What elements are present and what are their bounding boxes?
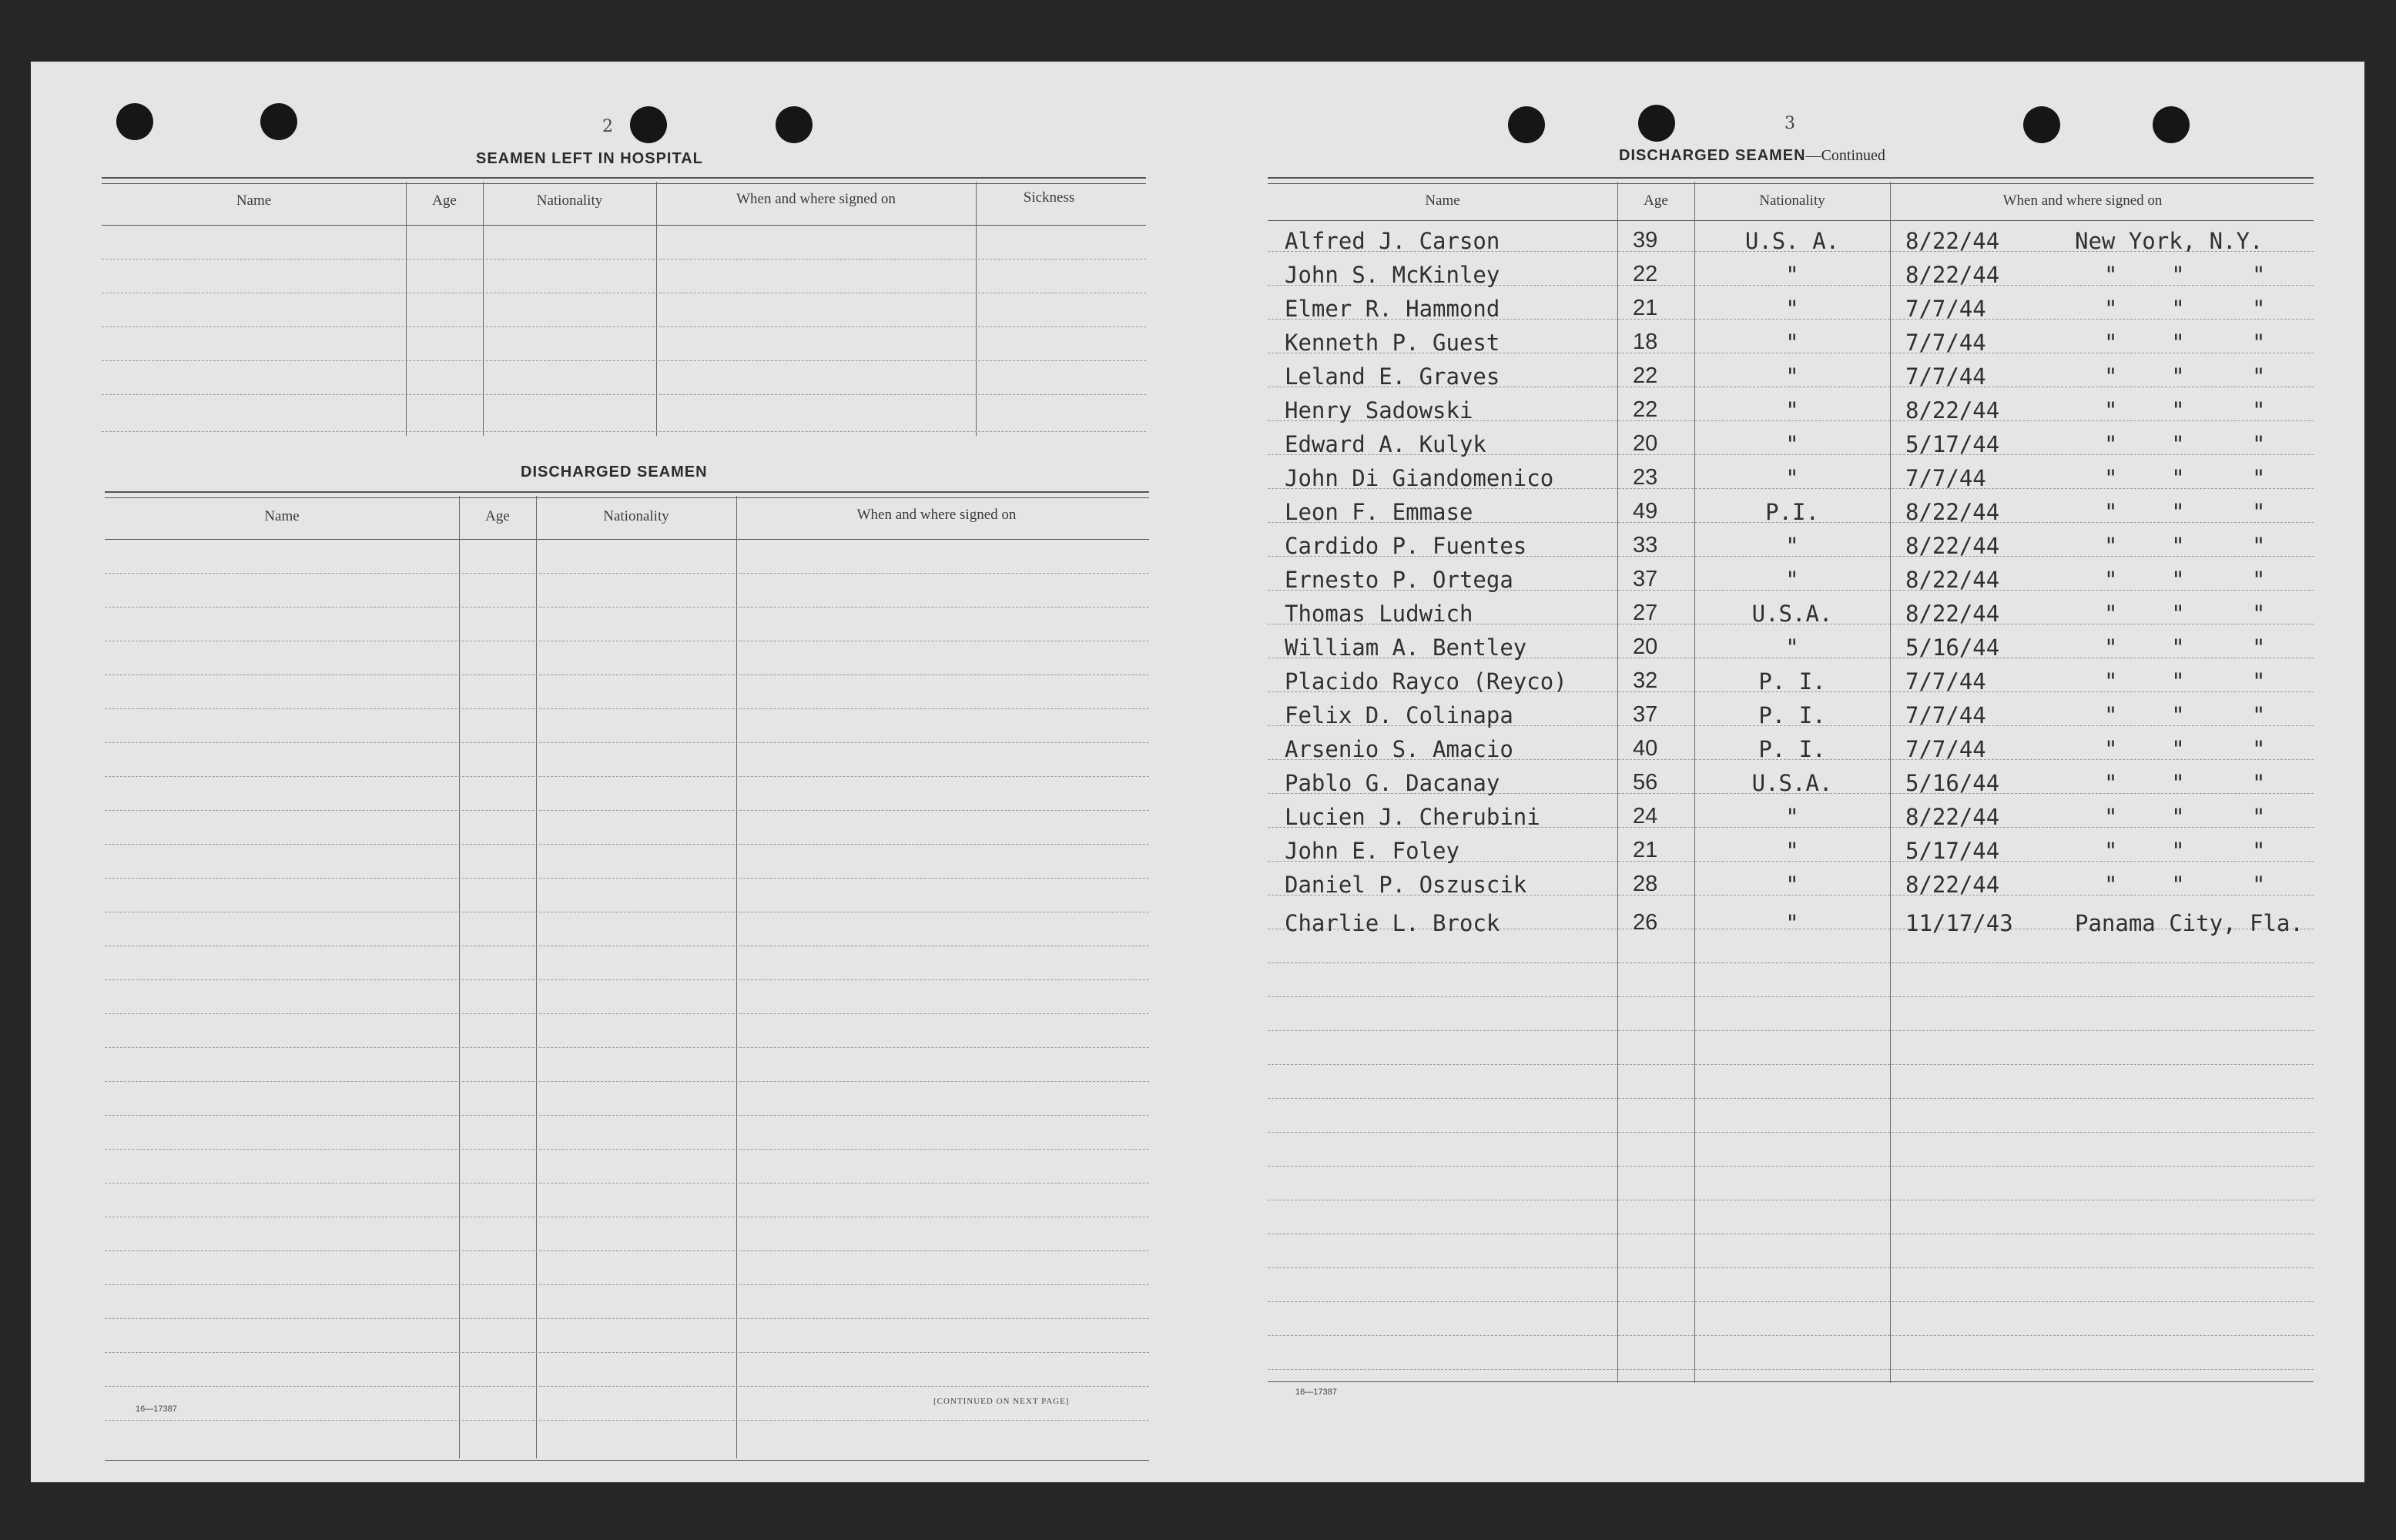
column-header: Nationality [1759, 192, 1825, 209]
signed-on-place: " " " [2104, 567, 2266, 593]
row-rule [105, 1420, 1149, 1421]
signed-on-place: Panama City, Fla. [2075, 910, 2304, 936]
signed-on-place: New York, N.Y. [2075, 228, 2264, 254]
seaman-age: 39 [1633, 228, 1658, 253]
row-rule [1268, 1132, 2314, 1133]
signed-on-date: 7/7/44 [1905, 465, 1986, 491]
seaman-age: 49 [1633, 499, 1658, 524]
signed-on-date: 8/22/44 [1905, 804, 2000, 830]
seaman-nationality: " [1785, 838, 1799, 864]
row-rule [105, 1250, 1149, 1251]
seaman-nationality: " [1785, 431, 1799, 457]
row-rule [105, 1284, 1149, 1285]
signed-on-date: 8/22/44 [1905, 567, 2000, 593]
seaman-name: Edward A. Kulyk [1285, 431, 1486, 457]
seaman-name: John E. Foley [1285, 838, 1459, 864]
seaman-nationality: " [1785, 397, 1799, 424]
seaman-name: Alfred J. Carson [1285, 228, 1500, 254]
continued-note: [CONTINUED ON NEXT PAGE] [933, 1397, 1070, 1406]
signed-on-place: " " " [2104, 668, 2266, 695]
seaman-nationality: U.S. A. [1744, 228, 1840, 254]
column-header: Nationality [536, 192, 603, 209]
seaman-nationality: " [1785, 634, 1799, 661]
seaman-nationality: " [1785, 465, 1799, 491]
row-rule [105, 1013, 1149, 1014]
row-rule [105, 844, 1149, 845]
seaman-age: 37 [1633, 702, 1658, 727]
row-rule [105, 708, 1149, 709]
signed-on-place: " " " [2104, 431, 2266, 457]
seaman-nationality: P. I. [1758, 736, 1826, 762]
row-rule [1268, 1166, 2314, 1167]
seaman-age: 40 [1633, 736, 1658, 761]
seaman-age: 20 [1633, 634, 1658, 659]
signed-on-place: " " " [2104, 465, 2266, 491]
seaman-name: Daniel P. Oszuscik [1285, 872, 1527, 898]
form-number: 16—17387 [136, 1404, 177, 1414]
punch-hole [1508, 106, 1545, 143]
seaman-name: John Di Giandomenico [1285, 465, 1554, 491]
seaman-nationality: " [1785, 533, 1799, 559]
seaman-nationality: " [1785, 330, 1799, 356]
row-rule [1268, 1301, 2314, 1302]
seaman-age: 22 [1633, 262, 1658, 286]
row-rule [105, 878, 1149, 879]
seaman-nationality: P. I. [1758, 668, 1826, 695]
column-header: When and where signed on [736, 191, 896, 207]
row-rule [105, 979, 1149, 980]
signed-on-date: 8/22/44 [1905, 499, 2000, 525]
title-main: DISCHARGED SEAMEN [1619, 147, 1806, 164]
seaman-name: Arsenio S. Amacio [1285, 736, 1513, 762]
seaman-name: Kenneth P. Guest [1285, 330, 1500, 356]
signed-on-place: " " " [2104, 702, 2266, 728]
row-rule [105, 1081, 1149, 1082]
signed-on-place: " " " [2104, 363, 2266, 390]
signed-on-place: " " " [2104, 262, 2266, 288]
row-rule [1268, 1098, 2314, 1099]
row-rule [1268, 1335, 2314, 1336]
seaman-nationality: " [1785, 296, 1799, 322]
form-number: 16—17387 [1295, 1388, 1337, 1397]
signed-on-date: 8/22/44 [1905, 397, 2000, 424]
seaman-nationality: " [1785, 910, 1799, 936]
hospital-form [102, 177, 1146, 439]
signed-on-place: " " " [2104, 770, 2266, 796]
seaman-name: Felix D. Colinapa [1285, 702, 1513, 728]
row-rule [105, 1115, 1149, 1116]
seaman-nationality: P.I. [1765, 499, 1819, 525]
signed-on-place: " " " [2104, 634, 2266, 661]
row-rule [105, 810, 1149, 811]
column-header: When and where signed on [856, 507, 1017, 523]
signed-on-date: 7/7/44 [1905, 296, 1986, 322]
seaman-name: Thomas Ludwich [1285, 601, 1473, 627]
row-rule [105, 776, 1149, 777]
seaman-nationality: " [1785, 804, 1799, 830]
seaman-name: Henry Sadowski [1285, 397, 1473, 424]
seaman-age: 26 [1633, 910, 1658, 935]
seaman-name: Lucien J. Cherubini [1285, 804, 1540, 830]
signed-on-place: " " " [2104, 533, 2266, 559]
signed-on-date: 7/7/44 [1905, 702, 1986, 728]
signed-on-date: 7/7/44 [1905, 736, 1986, 762]
row-rule [105, 1318, 1149, 1319]
seaman-age: 21 [1633, 296, 1658, 320]
row-rule [1268, 1369, 2314, 1370]
seaman-nationality: " [1785, 567, 1799, 593]
signed-on-date: 5/16/44 [1905, 770, 2000, 796]
row-rule [105, 1047, 1149, 1048]
signed-on-date: 5/17/44 [1905, 431, 2000, 457]
row-rule [105, 607, 1149, 608]
seaman-age: 21 [1633, 838, 1658, 862]
seaman-age: 20 [1633, 431, 1658, 456]
seaman-nationality: " [1785, 872, 1799, 898]
row-rule [1268, 1267, 2314, 1268]
column-header: Name [236, 192, 272, 209]
column-header: Name [1425, 192, 1460, 209]
seaman-name: Cardido P. Fuentes [1285, 533, 1527, 559]
row-rule [105, 573, 1149, 574]
punch-hole [630, 106, 667, 143]
signed-on-date: 8/22/44 [1905, 872, 2000, 898]
row-rule [105, 1386, 1149, 1387]
row-rule [1268, 1064, 2314, 1065]
seaman-nationality: " [1785, 262, 1799, 288]
column-header: Age [485, 508, 510, 524]
signed-on-place: " " " [2104, 397, 2266, 424]
signed-on-date: 7/7/44 [1905, 363, 1986, 390]
row-rule [1268, 962, 2314, 963]
seaman-nationality: " [1785, 363, 1799, 390]
seaman-age: 22 [1633, 363, 1658, 388]
seaman-name: Leland E. Graves [1285, 363, 1500, 390]
row-rule [105, 742, 1149, 743]
signed-on-date: 11/17/43 [1905, 910, 2013, 936]
section-title-discharged-continued [1619, 147, 1885, 165]
seaman-name: John S. McKinley [1285, 262, 1500, 288]
seaman-name: William A. Bentley [1285, 634, 1527, 661]
signed-on-place: " " " [2104, 601, 2266, 627]
row-rule [105, 1149, 1149, 1150]
seaman-age: 22 [1633, 397, 1658, 422]
signed-on-date: 5/16/44 [1905, 634, 2000, 661]
page-number: 3 [1784, 114, 1795, 133]
row-rule [1268, 1030, 2314, 1031]
signed-on-date: 7/7/44 [1905, 330, 1986, 356]
seaman-nationality: P. I. [1758, 702, 1826, 728]
seaman-age: 33 [1633, 533, 1658, 557]
signed-on-date: 8/22/44 [1905, 228, 2000, 254]
signed-on-place: " " " [2104, 872, 2266, 898]
column-header: Sickness [1023, 189, 1075, 206]
punch-hole [116, 103, 153, 140]
signed-on-date: 5/17/44 [1905, 838, 2000, 864]
signed-on-date: 8/22/44 [1905, 533, 2000, 559]
punch-hole [260, 103, 297, 140]
column-header: Name [264, 508, 300, 524]
signed-on-date: 7/7/44 [1905, 668, 1986, 695]
seaman-nationality: U.S.A. [1751, 770, 1833, 796]
seaman-name: Leon F. Emmase [1285, 499, 1473, 525]
signed-on-place: " " " [2104, 736, 2266, 762]
seaman-name: Charlie L. Brock [1285, 910, 1500, 936]
row-rule [1268, 996, 2314, 997]
signed-on-place: " " " [2104, 296, 2266, 322]
seaman-age: 18 [1633, 330, 1658, 354]
discharged-form-right [1268, 177, 2314, 1440]
signed-on-date: 8/22/44 [1905, 262, 2000, 288]
section-title-discharged: DISCHARGED SEAMEN [521, 464, 708, 480]
signed-on-place: " " " [2104, 330, 2266, 356]
column-header: Age [432, 192, 457, 209]
column-header: Age [1644, 192, 1668, 209]
section-title-hospital: SEAMEN LEFT IN HOSPITAL [476, 150, 703, 167]
seaman-age: 23 [1633, 465, 1658, 490]
seaman-name: Ernesto P. Ortega [1285, 567, 1513, 593]
title-suffix: —Continued [1805, 147, 1885, 164]
discharged-form-left [105, 491, 1149, 1469]
signed-on-place: " " " [2104, 499, 2266, 525]
seaman-name: Pablo G. Dacanay [1285, 770, 1500, 796]
seaman-age: 37 [1633, 567, 1658, 591]
punch-hole [2153, 106, 2190, 143]
punch-hole [2023, 106, 2060, 143]
seaman-age: 28 [1633, 872, 1658, 896]
seaman-nationality: U.S.A. [1751, 601, 1833, 627]
document-sheet [31, 62, 2364, 1482]
row-rule [105, 1352, 1149, 1353]
signed-on-date: 8/22/44 [1905, 601, 2000, 627]
column-header: When and where signed on [2002, 192, 2163, 209]
seaman-age: 32 [1633, 668, 1658, 693]
punch-hole [776, 106, 813, 143]
seaman-age: 24 [1633, 804, 1658, 829]
punch-hole [1638, 105, 1675, 142]
page-number: 2 [602, 117, 613, 136]
seaman-name: Placido Rayco (Reyco) [1285, 668, 1567, 695]
column-header: Nationality [603, 508, 669, 524]
signed-on-place: " " " [2104, 838, 2266, 864]
signed-on-place: " " " [2104, 804, 2266, 830]
seaman-age: 27 [1633, 601, 1658, 625]
seaman-age: 56 [1633, 770, 1658, 795]
seaman-name: Elmer R. Hammond [1285, 296, 1500, 322]
